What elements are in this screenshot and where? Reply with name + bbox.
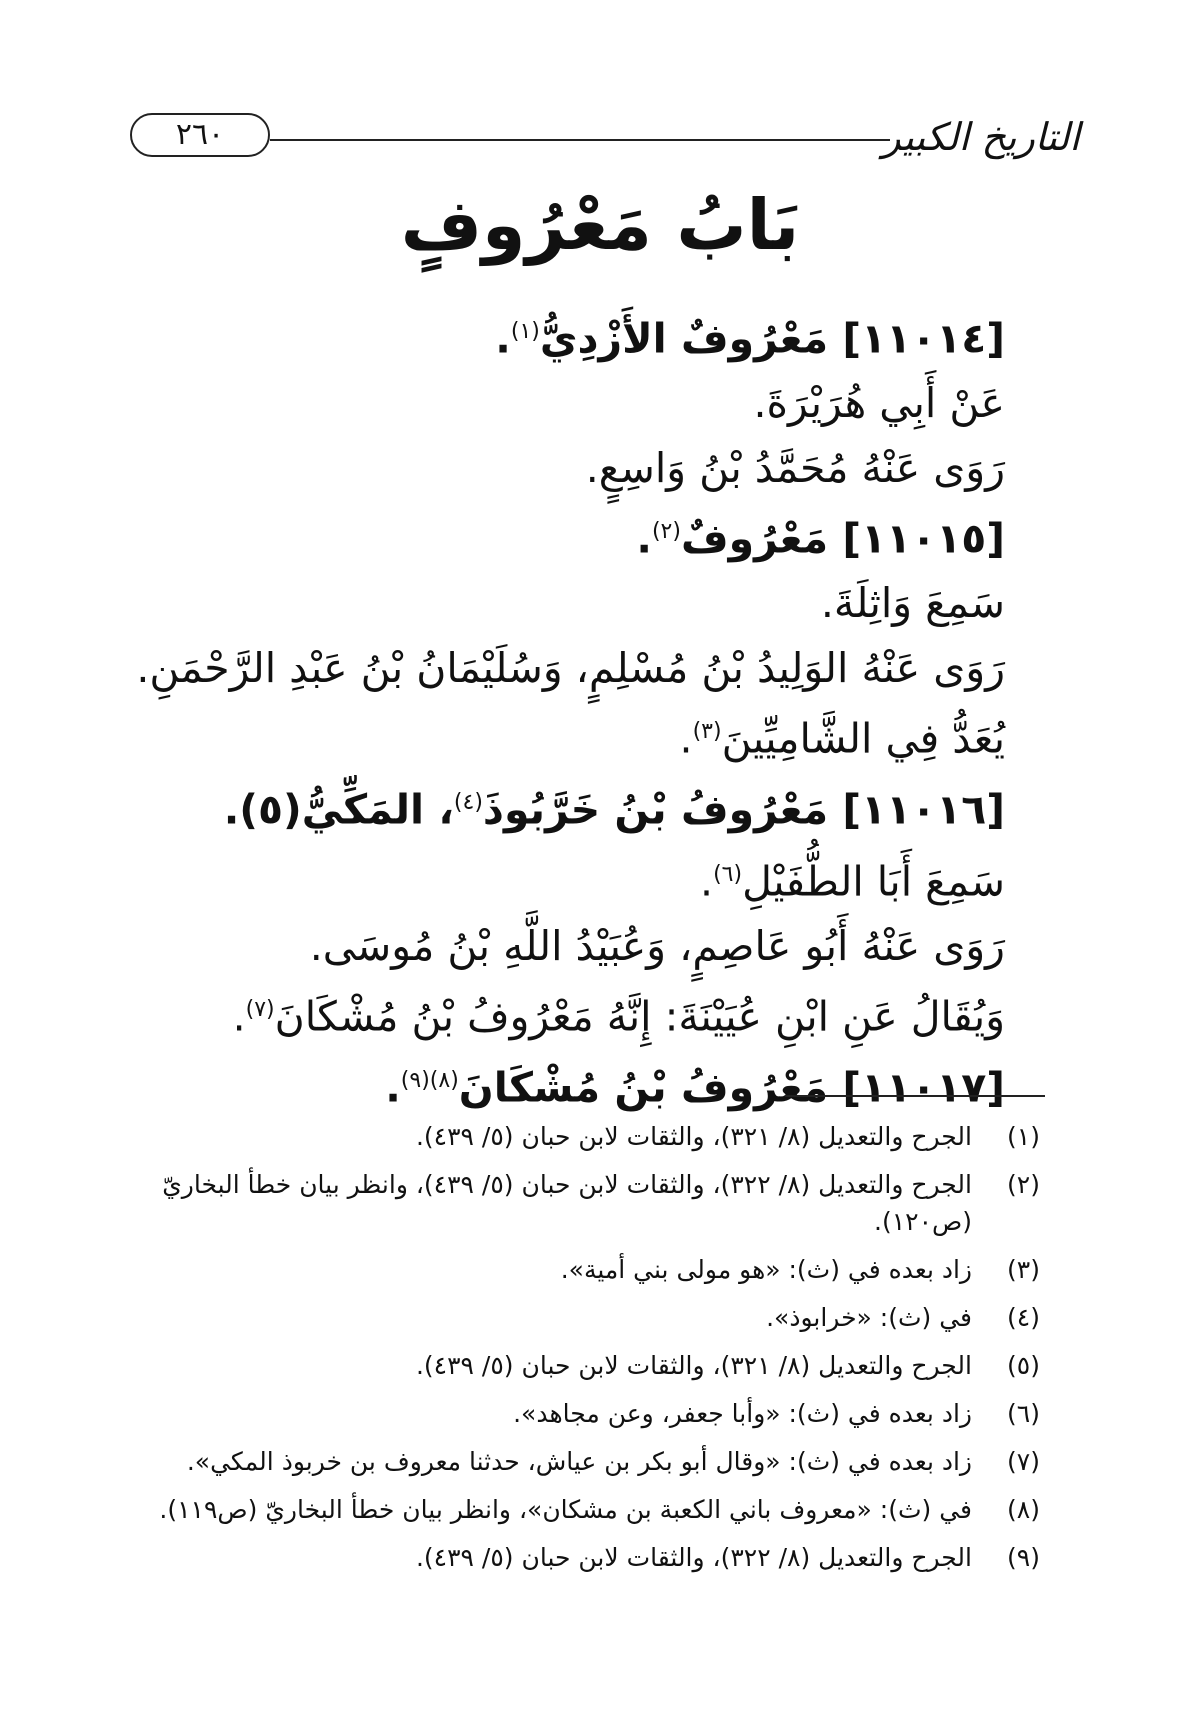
line-text: مَعْرُوفُ بْنُ مُشْكَانَ: [458, 1064, 829, 1113]
footnote: [120, 1539, 1040, 1576]
footnote-text: زاد بعده في (ث): «وأبا جعفر، وعن مجاهد».: [513, 1399, 972, 1428]
footnote: [120, 1118, 1040, 1155]
footnote-marker: (٦): [713, 861, 743, 887]
footnote: [120, 1299, 1040, 1336]
entry-number: [١١٠١٦]: [828, 786, 1005, 835]
footnote-text: الجرح والتعديل (٨/ ٣٢١)، والثقات لابن حبان (٥/ ٤٣٩).: [415, 1122, 972, 1151]
main-text: [136, 300, 1005, 1121]
footnote: [120, 1443, 1040, 1480]
footnote-text: الجرح والتعديل (٨/ ٣٢٢)، والثقات لابن حبان (٥/ ٤٣٩).: [415, 1543, 972, 1572]
footnote-text: الجرح والتعديل (٨/ ٣٢١)، والثقات لابن حبان (٥/ ٤٣٩).: [415, 1351, 972, 1380]
entry-heading: [150, 500, 1005, 571]
footnote-number: (٨): [1007, 1495, 1040, 1524]
line-text: رَوَى عَنْهُ أَبُو عَاصِمٍ، وَعُبَيْدُ اللَّهِ بْنُ مُوسَى.: [309, 921, 1005, 970]
text-line: [150, 914, 1005, 979]
line-text: مَعْرُوفٌ الأَزْدِيُّ: [539, 314, 829, 363]
entry-heading: [150, 1049, 1005, 1120]
running-header: [130, 105, 1080, 165]
text-line: [150, 978, 1005, 1049]
line-tail: .: [636, 514, 652, 563]
footnote-text: في (ث): «خرابوذ».: [766, 1303, 972, 1332]
footnote-text: الجرح والتعديل (٨/ ٣٢٢)، والثقات لابن حبان (٥/ ٤٣٩)، وانظر بيان خطأ البخاريّ (ص١٢٠).: [162, 1170, 972, 1236]
footnote-marker: (٧): [245, 997, 275, 1023]
footnote: [120, 1395, 1040, 1432]
book-title: التاريخ الكبير: [882, 115, 1080, 159]
footnote-marker: (٤): [453, 790, 483, 816]
header-rule: [270, 139, 890, 141]
entry-number: [١١٠١٧]: [828, 1064, 1005, 1113]
text-line: [150, 371, 1005, 436]
line-text: عَنْ أَبِي هُرَيْرَةَ.: [753, 379, 1005, 428]
line-text: وَيُقَالُ عَنِ ابْنِ عُيَيْنَةَ: إِنَّهُ مَعْرُوفُ بْنُ مُشْكَانَ: [274, 992, 1005, 1041]
line-tail: .: [679, 714, 693, 763]
footnote-marker: (١): [510, 319, 540, 344]
footnote: [120, 1166, 1040, 1240]
line-tail: ، المَكِّيُّ(٥).: [223, 786, 454, 835]
text-line: [150, 571, 1005, 636]
footnote-number: (٦): [1007, 1399, 1040, 1428]
line-text: يُعَدُّ فِي الشَّامِيِّينَ: [721, 714, 1005, 763]
line-text: سَمِعَ وَاثِلَةَ.: [820, 579, 1005, 628]
footnote-marker: (٣): [692, 719, 722, 745]
line-tail: .: [385, 1064, 401, 1113]
footnote-marker: (٨)(٩): [400, 1068, 459, 1094]
footnote-number: (٩): [1007, 1543, 1040, 1572]
text-line: [150, 436, 1005, 501]
footnotes: [120, 1118, 1040, 1587]
footnote-number: (١): [1007, 1122, 1040, 1151]
footnote-number: (٥): [1007, 1351, 1040, 1380]
text-line: [136, 636, 1005, 701]
entry-heading: [150, 771, 1005, 842]
footnote: [120, 1491, 1040, 1528]
line-tail: .: [232, 992, 246, 1041]
text-line: [150, 843, 1005, 914]
footnote-number: (٣): [1007, 1255, 1040, 1284]
footnote-text: زاد بعده في (ث): «هو مولى بني أمية».: [560, 1255, 972, 1284]
footnote: [120, 1251, 1040, 1288]
footnote-text: في (ث): «معروف باني الكعبة بن مشكان»، وانظر بيان خطأ البخاريّ (ص١١٩).: [159, 1495, 972, 1524]
line-text: مَعْرُوفُ بْنُ خَرَّبُوذَ: [482, 786, 829, 835]
chapter-title: بَابُ مَعْرُوفٍ: [400, 184, 800, 266]
footnote-number: (٧): [1007, 1447, 1040, 1476]
line-tail: .: [700, 857, 714, 906]
footnote-marker: (٢): [651, 519, 681, 545]
footnote-text: زاد بعده في (ث): «وقال أبو بكر بن عياش، حدثنا معروف بن خربوذ المكي».: [186, 1447, 972, 1476]
line-text: رَوَى عَنْهُ الوَلِيدُ بْنُ مُسْلِمٍ، وَسُلَيْمَانُ بْنُ عَبْدِ الرَّحْمَنِ.: [136, 643, 1005, 692]
text-line: [150, 700, 1005, 771]
line-text: مَعْرُوفٌ: [680, 514, 829, 563]
footnote-number: (٤): [1007, 1303, 1040, 1332]
line-tail: .: [495, 314, 511, 363]
page-number: ٢٦٠: [130, 113, 270, 157]
entry-number: [١١٠١٥]: [828, 514, 1005, 563]
entry-heading: [150, 300, 1005, 371]
footnote: [120, 1347, 1040, 1384]
line-text: رَوَى عَنْهُ مُحَمَّدُ بْنُ وَاسِعٍ.: [585, 443, 1005, 492]
footnote-number: (٢): [1007, 1170, 1040, 1199]
line-text: سَمِعَ أَبَا الطُّفَيْلِ: [742, 857, 1005, 906]
footnote-separator: [785, 1095, 1045, 1097]
entry-number: [١١٠١٤]: [828, 314, 1005, 363]
